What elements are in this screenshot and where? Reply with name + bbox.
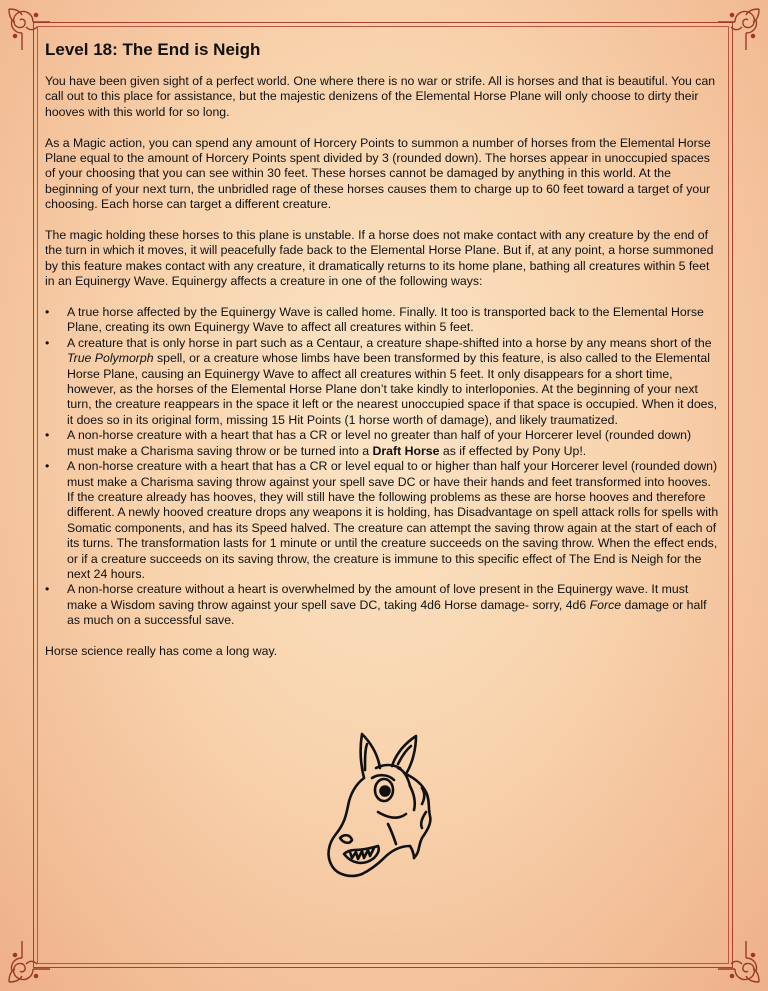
page-title: Level 18: The End is Neigh [45, 40, 261, 59]
intro-paragraph: You have been given sight of a perfect world. One where there is no war or strife. All is horses and that is beautiful. You can call out to this place for assistance, but the majestic denizens of the Elemental Horse Plane will only choose to dirty their hooves with this world for so long. [45, 74, 716, 119]
bullet-icon: • [45, 305, 50, 320]
bullet-icon: • [45, 335, 50, 350]
draft-horse-bold: Draft Horse [372, 443, 440, 458]
bullet-text: damage or half as much on a successful save. [67, 597, 707, 628]
bullet-text: A non-horse creature with a heart that has a CR or level equal to or higher than half your Horcerer level (rounded down) must make a Charisma saving throw against your spell save DC or have their hands and feet transformed into hooves. If the creature already has hooves, they will still have the following problems as these are horse hooves and therefore different. A newly hooved creature drops any weapons it is holding, has Disadvantage on spell attack rolls for spells with Somatic components, and has its Speed halved. The creature can attempt the saving throw again at the start of each of its turns. The transformation lasts for 1 minute or until the creature succeeds on the saving throw. When the effect ends, or if a creature succeeds on its saving throw, the creature is immune to this specific effect of The End is Neigh for the next 24 hours. [67, 459, 719, 581]
bullet-text: A non-horse creature without a heart is overwhelmed by the amount of love present in the Equinergy wave. It must make a Wisdom saving throw against your spell save DC, taking 4d6 Horse damage- sorry, 4d6 [67, 582, 689, 612]
corner-flourish-icon [6, 939, 52, 985]
list-item [45, 459, 721, 582]
list-item [45, 428, 721, 459]
bullet-text: A non-horse creature with a heart that has a CR or level no greater than half of your Horcerer level (rounded down) must make a Charisma saving throw or be turned into a [67, 428, 692, 458]
bullet-text: spell, or a creature whose limbs have been transformed by this feature, is also called to the Elemental Horse Plane, causing an Equinergy Wave to affect all creatures within 5 feet. It only disappears for a short time, however, as the horses of the Elemental Horse Plane don’t take kindly to interloponies. At the beginning of your next turn, the creature reappears in the space it left or the nearest unoccupied space if that space is occupied. When it does, it does so in its original form, missing 15 Hit Points (1 horse worth of damage), and likely traumatized. [67, 351, 718, 427]
corner-flourish-icon [716, 939, 762, 985]
bullet-text: A true horse affected by the Equinergy Wave is called home. Finally. It too is transported back to the Elemental Horse Plane, creating its own Equinergy Wave to affect all creatures within 5 feet. [67, 305, 704, 335]
horse-head-icon [318, 728, 446, 884]
bullet-text: as if effected by Pony Up!. [439, 443, 587, 458]
bullet-icon: • [45, 582, 50, 597]
bullet-icon: • [45, 459, 50, 474]
list-item [45, 305, 721, 336]
list-item [45, 582, 721, 628]
corner-flourish-icon [716, 6, 762, 52]
spell-name-italic: True Polymorph [67, 351, 154, 366]
force-italic: Force [589, 597, 622, 612]
list-item [45, 336, 721, 428]
closing-paragraph: Horse science really has come a long way. [45, 643, 278, 658]
unstable-paragraph: The magic holding these horses to this plane is unstable. If a horse does not make contact with any creature by the end of the turn in which it moves, it will peacefully fade back to the Elemental Horse Plane. But if, at any point, a horse summoned by this feature makes contact with any creature, it dramatically returns to its home plane, bathing all creatures within 5 feet in an Equinergy Wave. Equinergy affects a creature in one of the following ways: [45, 228, 714, 289]
bullet-icon: • [45, 428, 50, 443]
page-content [45, 40, 721, 675]
magic-action-paragraph: As a Magic action, you can spend any amount of Horcery Points to summon a number of horses from the Elemental Horse Plane equal to the amount of Horcery Points spent divided by 3 (rounded down). The horses appear in unoccupied spaces of your choosing that you can see within 30 feet. These horses cannot be damaged by anything in this world. At the beginning of your next turn, the unbridled rage of these horses causes them to charge up to 60 feet toward a target of your choosing. Each horse can target a different creature. [45, 135, 711, 212]
bullet-text: A creature that is only horse in part such as a Centaur, a creature shape-shifted into a horse by any means short of the [67, 335, 712, 350]
equinergy-effects-list [45, 305, 721, 629]
